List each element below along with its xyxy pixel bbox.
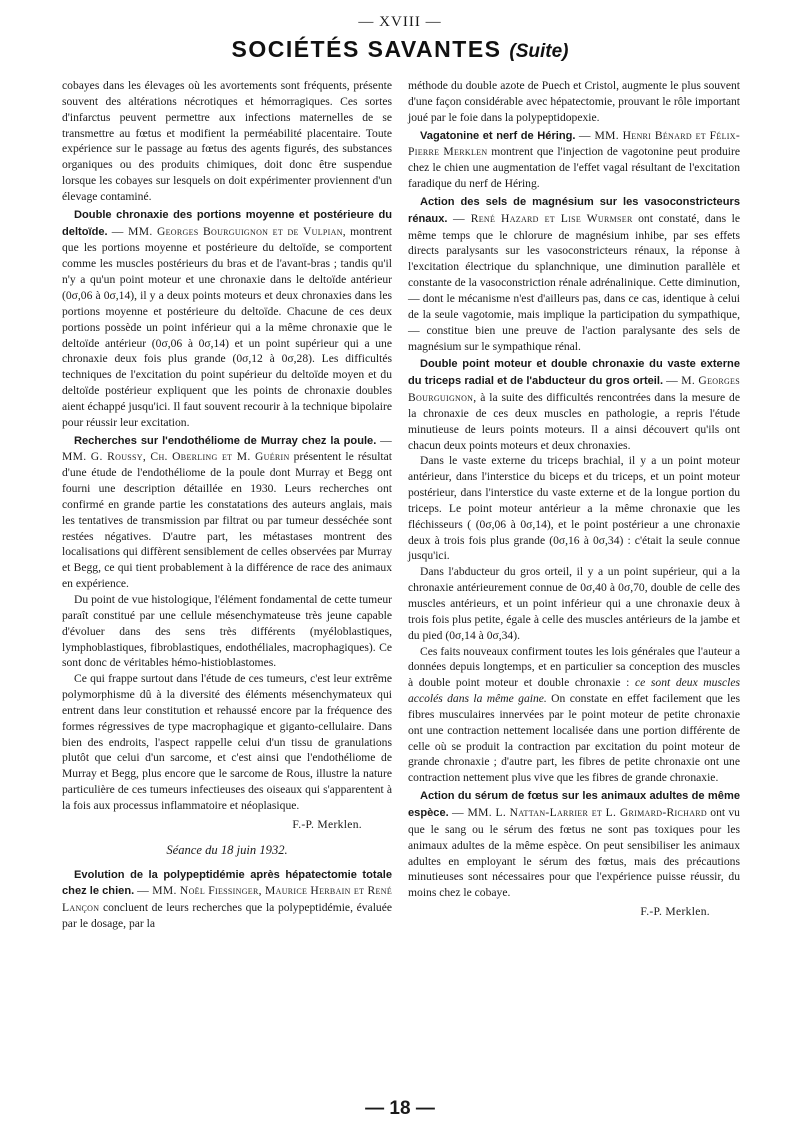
paragraph: Du point de vue histologique, l'élément fondamental de cette tumeur paraît constitué par une cellule mésenchymateuse très jeune capable d'évoluer dans des sens très différents (myéloblastiques, lymphoblastiques, fibroblastiques, endothéliales, macrophagiques). Ce sont donc de véritables hémo-histioblastomes. [62,593,392,670]
article-polypeptidemie [62,867,392,932]
article-title: Evolution de la polypeptidémie après hépatectomie totale chez le chien. [62,868,392,898]
article-authors: — M. Georges Bourguignon, [408,374,740,405]
paragraph: Ce qui frappe surtout dans l'étude de ces tumeurs, c'est leur extrême polymorphisme dû à la diversité des éléments mésenchymateux qui entrent dans leur constitution et rehaussé encore par la fréquence des formes régressives de type macrophagique et giganto-cellulaire. Dans bien des endroits, l'aspect rappelle celui d'un tissu de granulations plutôt que celui d'un sarcome, et c'est ainsi que l'endothéliome de Murray et Begg, plus encore que le sarcome de Rous, illustre la nature particulière de ces tumeurs infectieuses des oiseaux qui s'apparentent à la fois aux processus inflammatoire et néoplasique. [62,672,392,812]
article-text: montrent que l'injection de vagotonine peut produire chez le chien une augmentation de l'effet vagal résultant de l'excitation faradique du nerf de Héring. [408,145,741,191]
article-text: à la suite des difficultés rencontrées dans la mesure de la chronaxie de ces deux muscles en pathologie, a repris l'étude minutieuse de leurs points moteurs. Il a ainsi découvert qu'ils ont chacun deux points moteurs et deux chronaxies. [408,391,740,452]
text-run: Ces faits nouveaux confirment toutes les lois générales que l'auteur a données depuis longtemps, et en particulier sa conception des muscles à double point moteur et double chronaxie : [408,644,740,690]
paragraph: Dans le vaste externe du triceps brachial, il y a un point moteur antérieur, dans l'interstice du biceps et du triceps, et un point moteur postérieur, dans l'interstice du vaste externe et de la longue portion du triceps. Le point moteur antérieur a la même chronaxie que les fléchisseurs ( (0σ,06 à 0σ,14), et le point postérieur a une chronaxie deux à trois fois plus grande (0σ,16 à 0σ,34) : c'était la seule connue jusqu'ici. [408,454,740,563]
article-title: Vagatonine et nerf de Héring. [420,129,576,142]
article-hering [408,128,740,192]
article-authors: — MM. L. Nattan-Larrier et L. Grimard-Richard [452,805,707,819]
page-number: — 18 — [365,1098,435,1119]
article-authors: — MM. Henri Bénard et Félix-Pierre Merklen [408,128,740,159]
article-text: ont vu que le sang ou le sérum des fœtus ne sont pas toxiques pour les animaux adultes de la même espèce. On peut sensibiliser les animaux adultes en employant le sérum des fœtus, mais des précautions minutieuses sont nécessaires pour que l'expérience puisse réussir, du moins chez le cobaye. [408,805,740,900]
page-title [0,36,800,63]
session-date: Séance du 18 juin 1932. [166,842,288,857]
paragraph: méthode du double azote de Puech et Cristol, augmente le plus souvent d'une façon considérable avec hépatectomie, prouvant le rôle important joué par le foie dans la polypeptidopexie. [408,79,740,124]
right-column [408,78,740,924]
article-text: présentent le résultat d'une étude de l'endothéliome de la poule dont Murray et Begg ont fourni une description détaillée en 1930. Leurs recherches ont confirmé en grande partie les constatations des auteurs anglais, mais les tentatives de transmission par filtrat ou par tumeur desséchée sont restées négatives. D'autre part, les métastases montrent des localisations qui diffèrent sensiblement de celles observées par Murray et Begg, ce qui tient probablement à la différence de race des animaux en expérience. [62,450,392,591]
article-authors: — MM. Georges Bourguignon et de Vulpian, [111,224,346,238]
article-text: concluent de leurs recherches que la polypeptidémie, évaluée par le dosage, par la [62,901,392,931]
signature: F.-P. Merklen. [292,817,362,831]
article-text: montrent que les portions moyenne et postérieure du deltoïde, se comportent comme les muscles postérieurs du bras et de l'avant-bras ; tandis qu'il n'y a qu'un point moteur et une chronaxie dans le deltoïde antérieur (0σ,06 à 0σ,14), il y a deux points moteurs et deux chronaxies dans les portions moyenne et postérieure du deltoïde. Chacune de ces deux portions possède un point inférieur qui a la même chronaxie que le deltoïde antérieur (0σ,06 à 0σ,14) et un point supérieur qui a une chronaxie deux fois plus grande (0σ,12 à 0σ,28). Les difficultés techniques de l'excitation du point supérieur du deltoïde moyen et du deltoïde postérieur expliquent que les points de chronaxie doubles aient échappé jusqu'ici. Il faut souvent recourir à la technique bipolaire pour réussir leur excitation. [62,224,392,429]
article-murray [62,433,392,592]
article-serum [408,788,740,901]
article-title: Recherches sur l'endothéliome de Murray chez la poule. [74,434,377,447]
article-authors: — MM. G. Roussy, Ch. Oberling et M. Guérin [62,433,393,464]
article-text: ont constaté, dans le même temps que le chlorure de magnésium inhibe, par ses effets directs paralysants sur les vasoconstricteurs rénaux, la réponse à l'excitation électrique du splanchnique, une diminution parallèle et constante de la vasoconstriction rénale adrénalinique. Cette diminution, — dont le mécanisme n'est d'ailleurs pas, dans ce cas, identique à celui de la seule vagotomie, mais implique la participation du sympathique, — constitue bien une preuve de l'action paralysante des sels de magnésium sur le sympathique rénal. [408,211,741,353]
article-title: Action du sérum de fœtus sur les animaux adultes de même espèce. [408,790,740,819]
article-double-point [408,356,740,453]
article-authors: — René Hazard et Lise Wurmser [453,211,633,225]
text-run: On constate en effet facilement que les fibres musculaires innervées par le point moteur de petite chronaxie ont une contraction nettement localisée dans une portion différente de celle où se produit la contraction par excitation du point moteur de grande chronaxie ; d'autre part, les fibres de petite chronaxie ont une contraction nettement plus vive que les fibres de grande chronaxie. [408,692,740,785]
article-title: Double point moteur et double chronaxie du vaste externe du triceps radial et de l'abducteur du gros orteil. [408,358,740,388]
left-column [62,78,392,932]
article-deltoide [62,207,392,431]
signature: F.-P. Merklen. [640,905,710,919]
paragraph [408,644,740,787]
paragraph: cobayes dans les élevages où les avortements sont fréquents, présente souvent des altérations nécrotiques et hémorragiques. Ces sortes d'infarctus peuvent permettre aux infections maternelles de se transmettre au fœtus et modifient la perméabilité placentaire. Toute expérience sur le passage au fœtus des agents figurés, des substances organiques ou des produits chimiques, doit donc être suspendue lorsque les cobayes sur lesquels on doit expérimenter proviennent d'un élevage contaminé. [62,79,392,203]
article-title: Action des sels de magnésium sur les vasoconstricteurs rénaux. [408,195,740,225]
paragraph: Dans l'abducteur du gros orteil, il y a un point supérieur, qui a la chronaxie antérieurement connue de 0σ,40 à 0σ,70, double de celle des muscles antérieurs, et un point inférieur qui a une chronaxie deux à trois fois plus petite, égale à celle des muscles antérieurs de la jambe et du pied (0σ,14 à 0σ,34). [408,565,740,642]
section-subtitle: (Suite) [509,41,569,62]
emphasis: ce sont deux muscles accolés dans la même gaine. [408,676,741,706]
article-authors: — MM. Noël Fiessinger, Maurice Herbain et René Lançon [62,884,393,915]
article-magnesium [408,194,740,354]
article-title: Double chronaxie des portions moyenne et postérieure du deltoïde. [62,208,392,238]
roman-page-number: — XVIII — [358,14,442,30]
section-title: SOCIÉTÉS SAVANTES [231,36,502,62]
